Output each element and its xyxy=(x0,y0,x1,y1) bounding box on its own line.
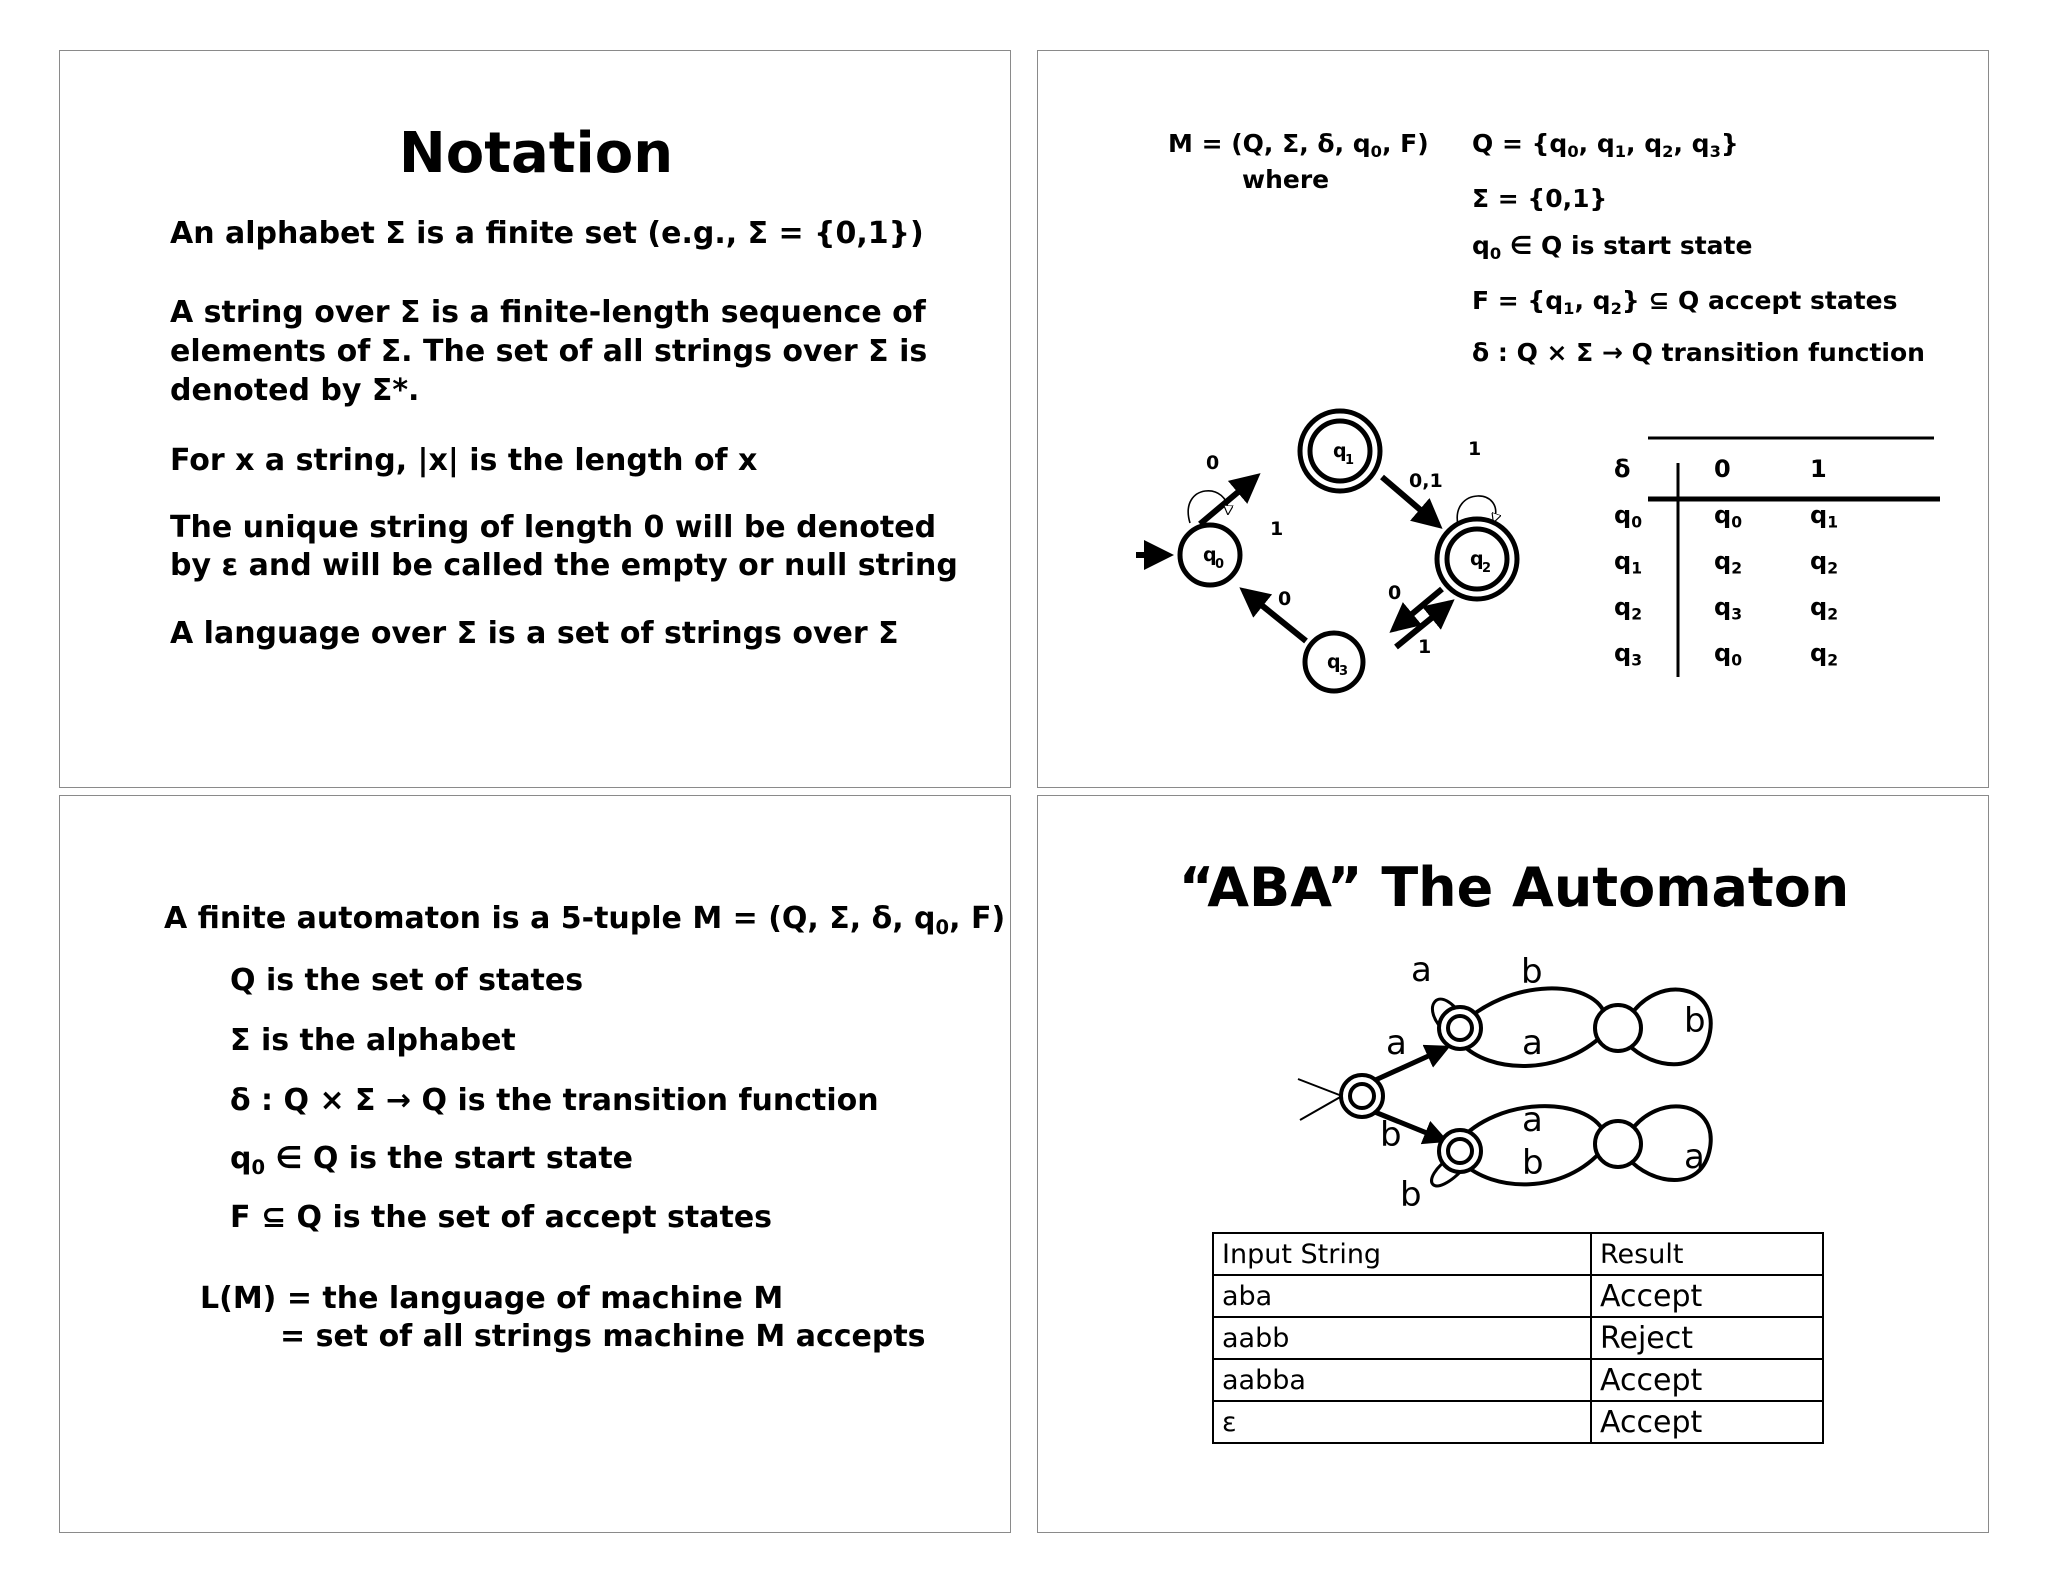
item-accept-states: F ⊆ Q is the set of accept states xyxy=(230,1200,773,1235)
slide-dfa-example xyxy=(1037,50,1989,788)
state-bottom-reject xyxy=(1595,1121,1641,1167)
state-q2 xyxy=(1437,519,1517,599)
edge-q3-q0 xyxy=(1244,591,1306,641)
table-row xyxy=(1213,1401,1823,1443)
input-string-cell: aabba xyxy=(1213,1359,1591,1401)
svg-text:q: q xyxy=(1327,651,1341,673)
transition-function-def: δ : Q × Σ → Q transition function xyxy=(1472,338,1925,367)
table-row: $q_2$ $q_3$ $q_2$ xyxy=(1614,593,1839,624)
machine-tuple: M = (Q, Σ, δ, $q_0$, F) xyxy=(1168,129,1429,161)
state-q3 xyxy=(1305,633,1363,691)
sigma-set: Σ = {0,1} xyxy=(1472,184,1608,213)
start-state-def: $q_0$ ∈ Q is start state xyxy=(1472,231,1753,263)
label-q1-q2: 0,1 xyxy=(1409,470,1443,492)
empty-string-definition-2: by ε and will be called the empty or null string xyxy=(170,548,958,583)
label-top-arc-bottom: a xyxy=(1522,1023,1543,1063)
label-top-in: a xyxy=(1386,1023,1407,1063)
language-def-1: L(M) = the language of machine M xyxy=(200,1281,784,1316)
aba-automaton-diagram xyxy=(1038,796,1990,1236)
col-header: 0 xyxy=(1714,455,1731,483)
input-string-cell: aba xyxy=(1213,1275,1591,1317)
result-table xyxy=(1212,1232,1824,1444)
col-header: 1 xyxy=(1810,455,1827,483)
state-start xyxy=(1341,1075,1383,1117)
label-top-right-self: b xyxy=(1684,1001,1706,1041)
table-row xyxy=(1213,1275,1823,1317)
label-q3-q2: 1 xyxy=(1418,636,1432,658)
result-cell: Accept xyxy=(1591,1275,1823,1317)
result-cell: Reject xyxy=(1591,1317,1823,1359)
language-definition: A language over Σ is a set of strings over Σ xyxy=(170,616,899,651)
table-header-row xyxy=(1213,1233,1823,1275)
label-bottom-in: b xyxy=(1380,1115,1402,1155)
label-bottom-arc-top: a xyxy=(1522,1100,1543,1140)
string-definition-3: denoted by Σ*. xyxy=(170,373,420,408)
svg-text:3: 3 xyxy=(1339,664,1349,679)
table-corner: δ xyxy=(1614,455,1631,483)
table-row: $q_0$ $q_0$ $q_1$ xyxy=(1614,501,1839,532)
svg-text:q: q xyxy=(1333,440,1347,462)
table-row xyxy=(1213,1359,1823,1401)
label-q2-self: 1 xyxy=(1468,438,1482,460)
svg-text:2: 2 xyxy=(1482,561,1492,576)
label-bottom-right-self: a xyxy=(1684,1137,1705,1177)
table-row: $q_3$ $q_0$ $q_2$ xyxy=(1614,639,1839,670)
svg-text:1: 1 xyxy=(1345,453,1355,468)
state-q1 xyxy=(1300,411,1380,491)
state-top-reject xyxy=(1595,1005,1641,1051)
table-row xyxy=(1213,1317,1823,1359)
transition-table xyxy=(1614,446,1890,676)
slide-title: Notation xyxy=(398,121,674,186)
header-result: Result xyxy=(1591,1233,1823,1275)
where-label: where xyxy=(1242,165,1330,194)
label-q2-q3: 0 xyxy=(1388,582,1402,604)
string-definition-2: elements of Σ. The set of all strings over Σ is xyxy=(170,334,928,369)
language-def-2: = set of all strings machine M accepts xyxy=(280,1319,926,1354)
automaton-intro: A finite automaton is a 5-tuple M = (Q, Σ, δ, $q_0$, F) xyxy=(164,901,1006,939)
result-cell: Accept xyxy=(1591,1401,1823,1443)
accept-states-def: $F = \{q_1$, $q_2$} ⊆ Q accept states xyxy=(1472,286,1898,318)
label-top-self: a xyxy=(1411,950,1432,990)
state-bottom-accept xyxy=(1439,1130,1481,1172)
slide-finite-automaton xyxy=(59,795,1011,1533)
slide-notation xyxy=(59,50,1011,788)
edge-q0-q1 xyxy=(1200,477,1256,524)
label-q0-q1: 1 xyxy=(1270,518,1284,540)
empty-string-definition-1: The unique string of length 0 will be denoted xyxy=(170,510,937,545)
state-q0 xyxy=(1180,525,1240,585)
svg-text:q: q xyxy=(1203,544,1217,566)
table-row: $q_1$ $q_2$ $q_2$ xyxy=(1614,547,1839,578)
input-string-cell: aabb xyxy=(1213,1317,1591,1359)
label-bottom-self: b xyxy=(1400,1175,1422,1215)
slide-aba-automaton xyxy=(1037,795,1989,1533)
state-top-accept xyxy=(1439,1007,1481,1049)
table-header-row xyxy=(1614,446,1890,492)
item-start-state: $q_0$ ∈ Q is the start state xyxy=(230,1141,634,1179)
input-string-cell: ε xyxy=(1213,1401,1591,1443)
item-transition: δ : Q × Σ → Q is the transition function xyxy=(230,1083,879,1118)
label-q3-q0: 0 xyxy=(1278,588,1292,610)
state-set: $Q = \{q_0$, $q_1$, $q_2$, $q_3$} xyxy=(1472,129,1739,161)
slide-title: “ABA” The Automaton xyxy=(1178,856,1850,919)
dfa-diagram xyxy=(1038,51,1598,789)
item-states: Q is the set of states xyxy=(230,963,584,998)
start-chevron xyxy=(1298,1079,1342,1120)
string-definition-1: A string over Σ is a finite-length sequence of xyxy=(170,295,926,330)
header-input-string: Input String xyxy=(1213,1233,1591,1275)
svg-text:0: 0 xyxy=(1215,557,1225,572)
length-definition: For x a string, |x| is the length of x xyxy=(170,443,758,478)
result-cell: Accept xyxy=(1591,1359,1823,1401)
label-top-arc-top: b xyxy=(1521,952,1543,992)
item-alphabet: Σ is the alphabet xyxy=(230,1023,516,1058)
svg-text:q: q xyxy=(1470,548,1484,570)
label-q0-self: 0 xyxy=(1206,452,1220,474)
alphabet-definition: An alphabet Σ is a finite set (e.g., Σ = {0,1}) xyxy=(170,216,924,251)
label-bottom-arc-bottom: b xyxy=(1522,1143,1544,1183)
